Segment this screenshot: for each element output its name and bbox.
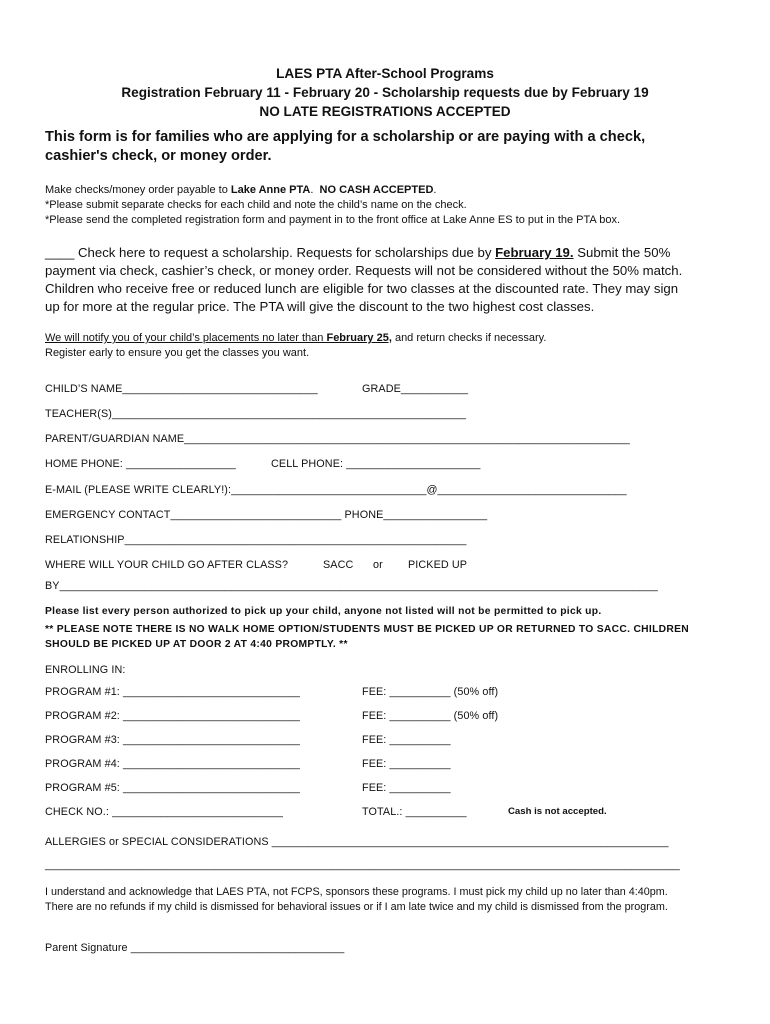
program-4-fee[interactable]: FEE: __________ xyxy=(362,758,451,770)
separate-checks-note: *Please submit separate checks for each child and note the child’s name on the check. xyxy=(45,199,467,211)
relationship-field[interactable]: RELATIONSHIP________________________________________________________ xyxy=(45,534,467,546)
scholarship-line-2: payment via check, cashier’s check, or money order. Requests will not be considered without the 50% match. xyxy=(45,263,683,278)
program-1-field[interactable]: PROGRAM #1: _____________________________ xyxy=(45,686,301,698)
scholarship-checkbox-text: ____ Check here to request a scholarship. Requests for scholarships due by xyxy=(45,245,496,260)
email-field[interactable]: E-MAIL (PLEASE WRITE CLEARLY!):________________________________@_______________________________ xyxy=(45,484,627,496)
form-title: LAES PTA After-School Programs xyxy=(276,66,494,81)
program-4-field[interactable]: PROGRAM #4: _____________________________ xyxy=(45,758,301,770)
scholarship-due-date: February 19. xyxy=(495,245,574,260)
program-1-fee[interactable]: FEE: __________ (50% off) xyxy=(362,686,499,698)
send-form-note: *Please send the completed registration form and payment in to the front office at Lake Anne ES to put in the PTA box. xyxy=(45,214,620,226)
picked-up-option[interactable]: PICKED UP xyxy=(408,559,468,571)
home-phone-field[interactable]: HOME PHONE: __________________ xyxy=(45,458,236,470)
picked-up-by-field[interactable]: BY__________________________________________________________________________________________________ xyxy=(45,580,658,592)
program-2-field[interactable]: PROGRAM #2: _____________________________ xyxy=(45,710,301,722)
payment-mid: . xyxy=(310,184,320,196)
scholarship-line-1 xyxy=(45,245,670,260)
scholarship-line-4: up for more at the regular price. The PTA will give the discount to the two highest cost classes. xyxy=(45,299,595,314)
parent-guardian-field[interactable]: PARENT/GUARDIAN NAME_________________________________________________________________________ xyxy=(45,433,630,445)
notify-date: February 25, xyxy=(326,332,392,344)
program-3-fee[interactable]: FEE: __________ xyxy=(362,734,451,746)
scholarship-line-1-end: Submit the 50% xyxy=(573,245,671,260)
parent-signature-field[interactable]: Parent Signature ___________________________________ xyxy=(45,942,345,954)
pickup-list-warning: Please list every person authorized to pick up your child, anyone not listed will not be permitted to pick up. xyxy=(45,606,602,617)
registration-dates: Registration February 11 - February 20 - Scholarship requests due by February 19 xyxy=(121,85,649,100)
childs-name-field[interactable]: CHILD’S NAME________________________________ xyxy=(45,383,318,395)
total-field[interactable]: TOTAL.: __________ xyxy=(362,806,467,818)
notify-text: We will notify you of your child’s placements no later than xyxy=(45,332,327,344)
acknowledgement-line-2: There are no refunds if my child is dismissed for behavioral issues or if I am late twice and my child is dismissed from the program. xyxy=(45,901,668,913)
notify-line-1 xyxy=(45,332,546,344)
or-label: or xyxy=(373,559,383,571)
intro-line-1: This form is for families who are applying for a scholarship or are paying with a check, xyxy=(45,129,646,145)
no-walk-home-note-1: ** PLEASE NOTE THERE IS NO WALK HOME OPTION/STUDENTS MUST BE PICKED UP OR RETURNED TO SACC. CHILDREN xyxy=(45,624,690,635)
enrolling-label: ENROLLING IN: xyxy=(45,664,126,676)
payment-prefix: Make checks/money order payable to xyxy=(45,184,231,196)
program-3-field[interactable]: PROGRAM #3: _____________________________ xyxy=(45,734,301,746)
payment-instructions xyxy=(45,184,436,196)
no-late-notice: NO LATE REGISTRATIONS ACCEPTED xyxy=(259,104,511,119)
register-early-note: Register early to ensure you get the classes you want. xyxy=(45,347,310,359)
cash-not-accepted-note: Cash is not accepted. xyxy=(508,806,607,817)
grade-field[interactable]: GRADE___________ xyxy=(362,383,469,395)
payee: Lake Anne PTA xyxy=(230,184,311,196)
program-5-fee[interactable]: FEE: __________ xyxy=(362,782,451,794)
notify-text-end: and return checks if necessary. xyxy=(391,332,547,344)
payment-suffix: . xyxy=(433,184,437,196)
allergies-field-line-2[interactable]: ________________________________________________________________________________________________________ xyxy=(45,859,680,871)
intro-line-2: cashier's check, or money order. xyxy=(45,148,272,164)
cell-phone-field[interactable]: CELL PHONE: ______________________ xyxy=(271,458,481,470)
program-2-fee[interactable]: FEE: __________ (50% off) xyxy=(362,710,499,722)
allergies-field[interactable]: ALLERGIES or SPECIAL CONSIDERATIONS _________________________________________________________________ xyxy=(45,836,669,848)
program-5-field[interactable]: PROGRAM #5: _____________________________ xyxy=(45,782,301,794)
sacc-option[interactable]: SACC xyxy=(323,559,354,571)
scholarship-line-3: Children who receive free or reduced lunch are eligible for two classes at the discounted rate. They may sign xyxy=(45,281,679,296)
acknowledgement-line-1: I understand and acknowledge that LAES PTA, not FCPS, sponsors these programs. I must pick my child up no later than 4:40pm. xyxy=(45,886,668,898)
check-number-field[interactable]: CHECK NO.: ____________________________ xyxy=(45,806,284,818)
after-class-question: WHERE WILL YOUR CHILD GO AFTER CLASS? xyxy=(45,559,289,571)
emergency-contact-field[interactable]: EMERGENCY CONTACT____________________________ PHONE_________________ xyxy=(45,509,488,521)
teachers-field[interactable]: TEACHER(S)__________________________________________________________ xyxy=(45,408,467,420)
no-walk-home-note-2: SHOULD BE PICKED UP AT DOOR 2 AT 4:40 PROMPTLY. ** xyxy=(45,639,348,650)
no-cash-notice: NO CASH ACCEPTED xyxy=(319,184,434,196)
